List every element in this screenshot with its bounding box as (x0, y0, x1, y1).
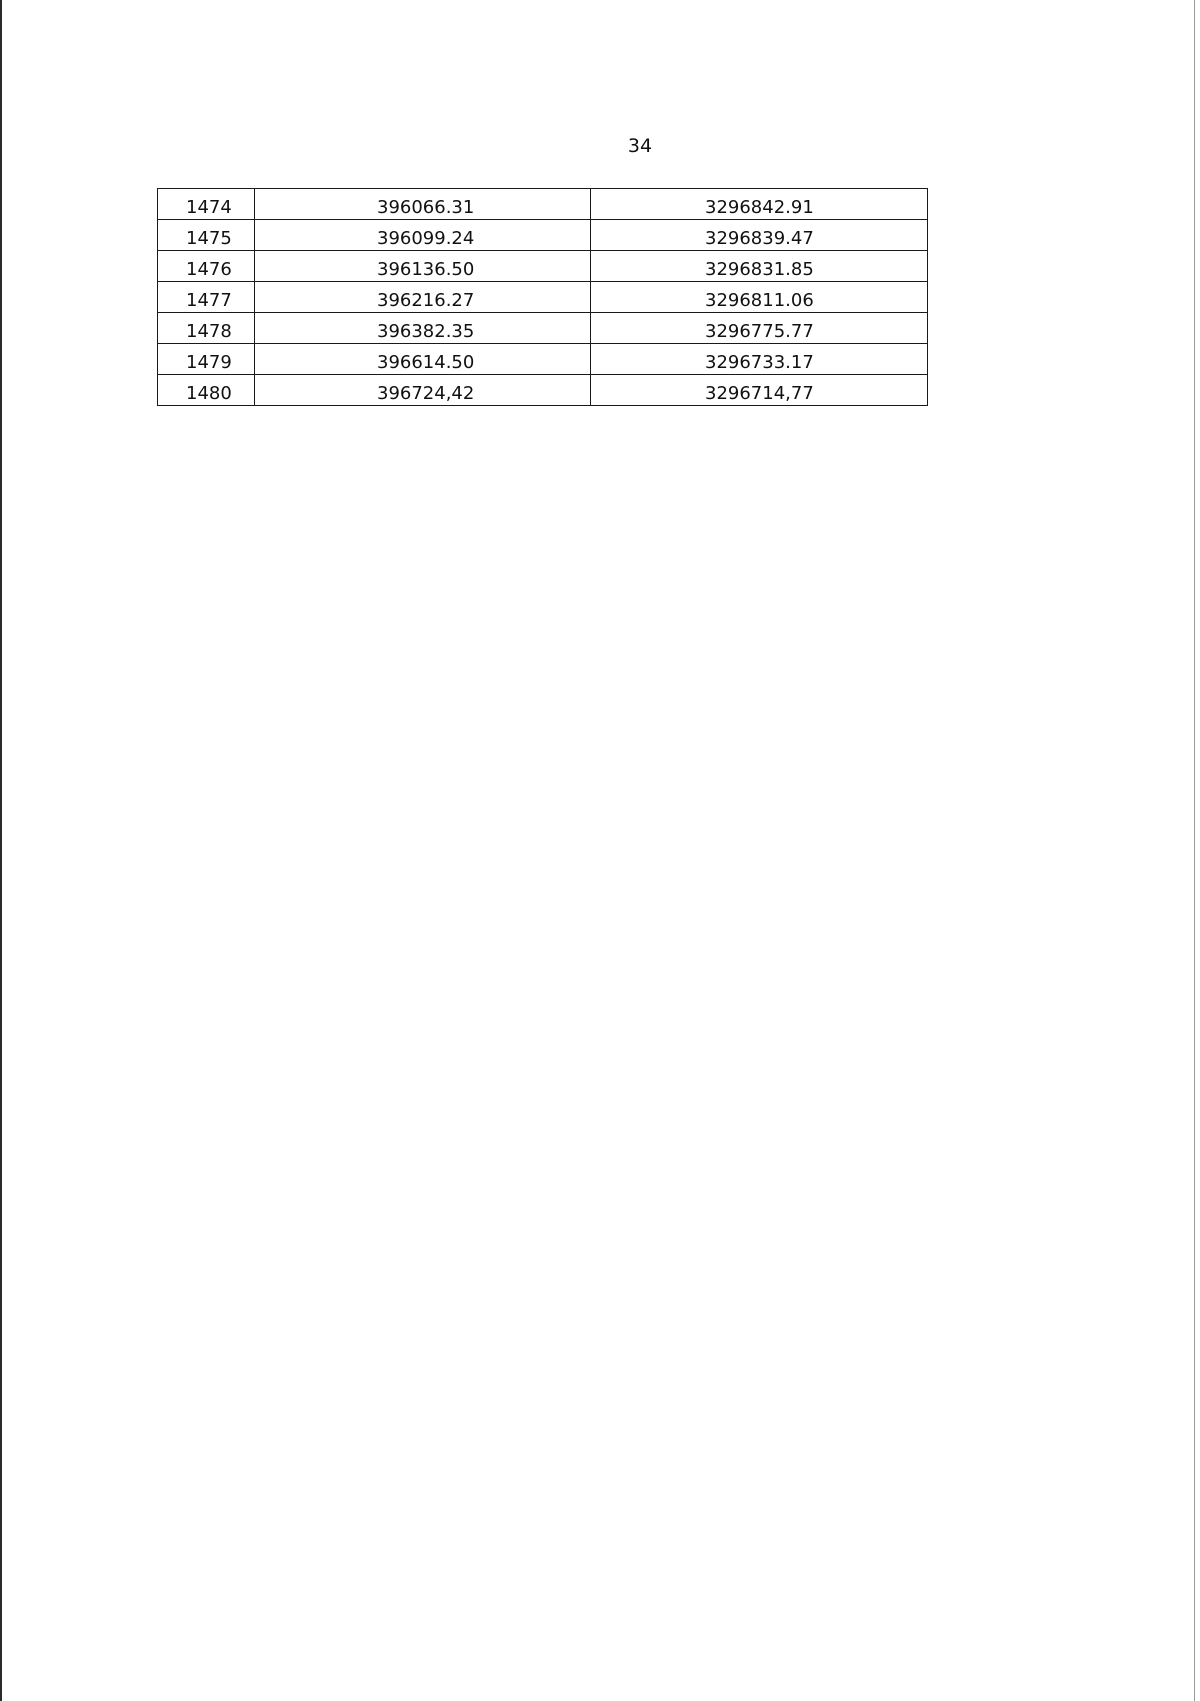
table-row (158, 313, 928, 344)
x-coordinate-cell: 396614.50 (255, 344, 591, 375)
table-row (158, 282, 928, 313)
y-coordinate-cell: 3296842.91 (591, 189, 928, 220)
x-coordinate-cell: 396136.50 (255, 251, 591, 282)
x-coordinate-cell: 396099.24 (255, 220, 591, 251)
x-coordinate-cell: 396066.31 (255, 189, 591, 220)
y-coordinate-cell: 3296811.06 (591, 282, 928, 313)
scan-edge-right (1194, 0, 1195, 1701)
point-id-cell: 1474 (158, 189, 255, 220)
x-coordinate-cell: 396724,42 (255, 375, 591, 406)
point-id-cell: 1475 (158, 220, 255, 251)
point-id-cell: 1480 (158, 375, 255, 406)
table-row (158, 220, 928, 251)
table-row (158, 251, 928, 282)
scan-edge-left (0, 0, 2, 1701)
y-coordinate-cell: 3296831.85 (591, 251, 928, 282)
y-coordinate-cell: 3296839.47 (591, 220, 928, 251)
coordinates-table (157, 188, 928, 406)
y-coordinate-cell: 3296733.17 (591, 344, 928, 375)
point-id-cell: 1478 (158, 313, 255, 344)
table-row (158, 344, 928, 375)
y-coordinate-cell: 3296714,77 (591, 375, 928, 406)
x-coordinate-cell: 396382.35 (255, 313, 591, 344)
page-number: 34 (627, 135, 653, 157)
point-id-cell: 1476 (158, 251, 255, 282)
point-id-cell: 1479 (158, 344, 255, 375)
point-id-cell: 1477 (158, 282, 255, 313)
y-coordinate-cell: 3296775.77 (591, 313, 928, 344)
table-row (158, 189, 928, 220)
x-coordinate-cell: 396216.27 (255, 282, 591, 313)
table-row (158, 375, 928, 406)
